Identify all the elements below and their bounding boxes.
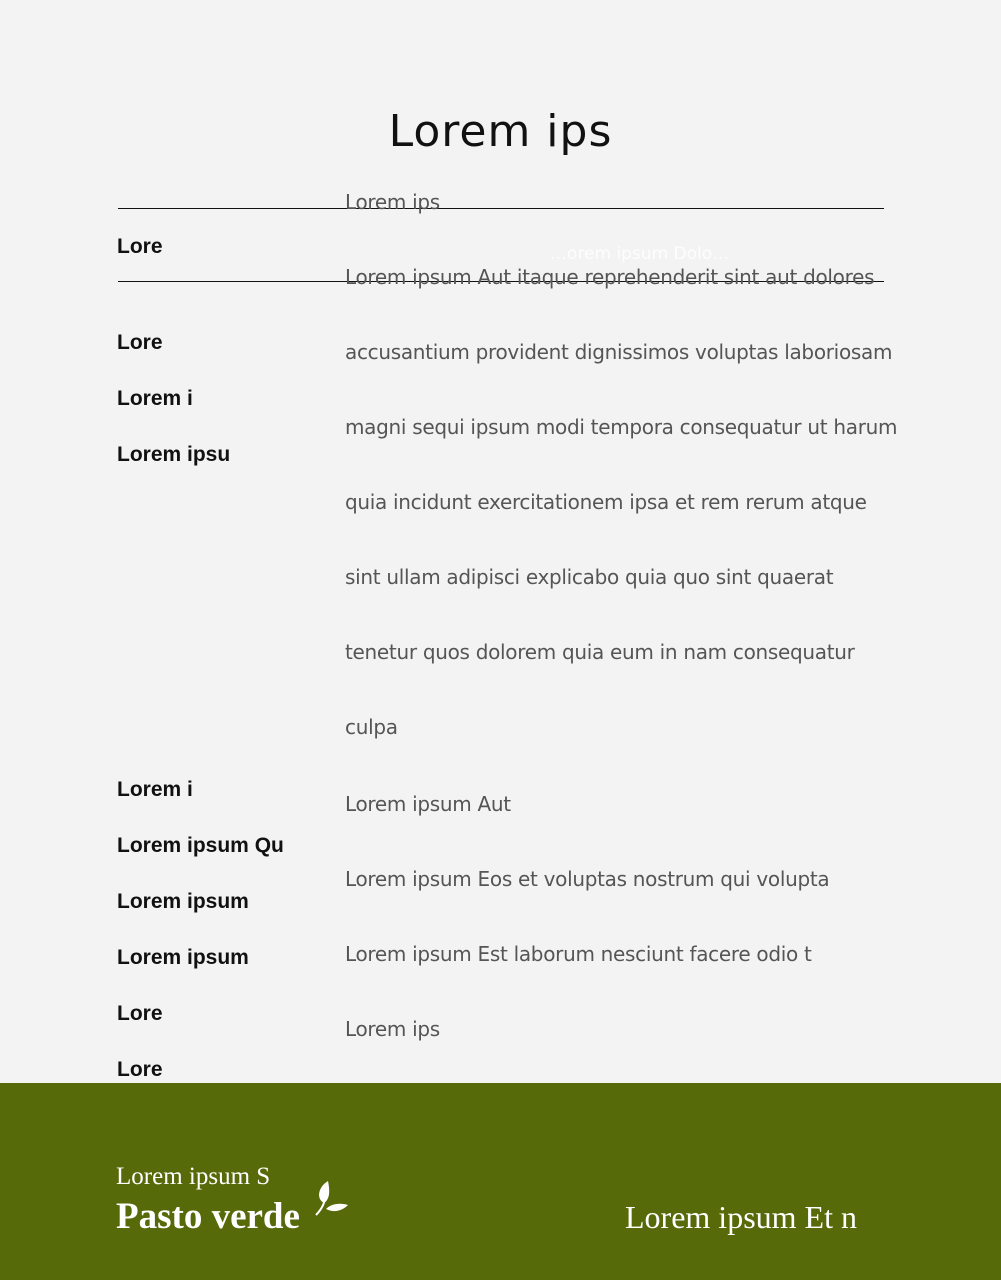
detail-text: quia incidunt exercitationem ipsa et rem rerum atque [345, 490, 867, 514]
footer [0, 1083, 1001, 1280]
row-label: Lorem ipsum [117, 946, 249, 969]
detail-text: Lorem ipsum Eos et voluptas nostrum qui volupta [345, 867, 830, 891]
page-title: Lorem ips [388, 106, 613, 157]
leaf-icon [312, 1181, 348, 1219]
detail-text: culpa [345, 715, 398, 739]
detail-text: tenetur quos dolorem quia eum in nam consequatur [345, 640, 855, 664]
detail-text: Lorem ips [345, 190, 440, 214]
detail-text: Lorem ips [345, 1017, 440, 1041]
brand-tagline: Lorem ipsum S [116, 1163, 271, 1190]
row-label: Lorem i [117, 778, 193, 801]
footer-right-text: Lorem ipsum Et n [625, 1199, 857, 1235]
row-label: Lorem ipsu [117, 443, 231, 466]
row-label: Lorem i [117, 387, 193, 410]
divider-top [118, 208, 884, 209]
row-label: Lorem ipsum Qu [117, 834, 284, 857]
detail-text: accusantium provident dignissimos voluptas laboriosam [345, 340, 893, 364]
detail-text: sint ullam adipisci explicabo quia quo sint quaerat [345, 565, 834, 589]
row-label: Lore [117, 1058, 163, 1081]
row-label: Lorem ipsum [117, 890, 249, 913]
detail-text: magni sequi ipsum modi tempora consequatur ut harum [345, 415, 898, 439]
detail-text: Lorem ipsum Aut itaque reprehenderit sint aut dolores [345, 265, 875, 289]
ghost-overlay-text: …orem ipsum Dolo… [550, 244, 730, 264]
brand-logo-text[interactable]: Pasto verde [116, 1196, 300, 1237]
detail-text: Lorem ipsum Est laborum nesciunt facere odio t [345, 942, 812, 966]
row-label: Lore [117, 331, 163, 354]
detail-text: Lorem ipsum Aut [345, 792, 511, 816]
row-label: Lore [117, 1002, 163, 1025]
row-label: Lore [117, 235, 163, 258]
